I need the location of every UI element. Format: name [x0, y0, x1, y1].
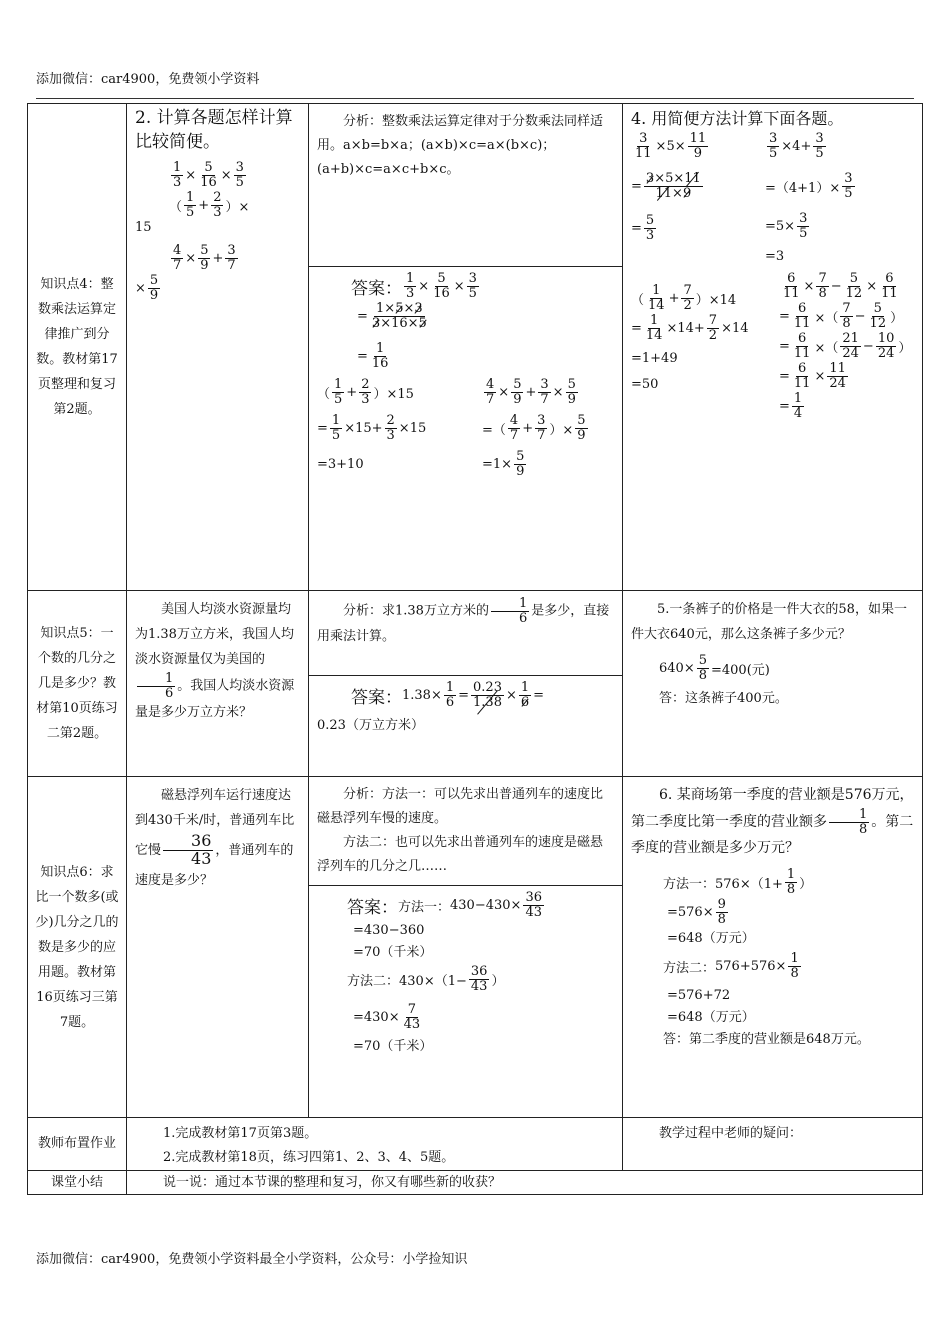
result-wan-2: =648（万元）: [667, 1010, 755, 1026]
lesson-table: [27, 103, 923, 1195]
analysis-method-2: 方法二：也可以先求出普通列车的速度是磁悬浮列车的几分之几……: [317, 835, 604, 874]
homework-item: 2.完成教材第18页，练习四第1、2、3、4、5题。: [163, 1150, 455, 1165]
homework-items: [127, 1118, 623, 1171]
summary-label: 课堂小结: [28, 1171, 127, 1195]
problem-text: 磁悬浮列车运行速度达到430千米/时，普通列车比它慢: [135, 788, 295, 858]
analysis-answer-cell-train: [309, 777, 623, 1118]
problem-text: 美国人均淡水资源量均为1.38万立方米，我国人均淡水资源量仅为美国的: [135, 602, 294, 667]
problem-expressions: $\frac{1}{3}$ × $\frac{5}{16}$ × $\frac{3}{5}$ （ $\frac{1}{5}$ + $\frac{2}{3}$ ）× 15 $\frac{4}{7}$ × $\frac{5}{9}$ + $\frac{3}{7}$ × $\frac{5}{9}$: [135, 159, 250, 303]
method-2-label: 方法二：: [663, 960, 716, 976]
result-km-2: =70（千米）: [353, 1039, 433, 1054]
answer-label: 答案：: [351, 687, 402, 708]
analysis-answer-cell-2: [309, 104, 623, 591]
method-2-label: 方法二：: [347, 973, 400, 989]
problem-text-end: 。我国人均淡水资源量是多少万立方米？: [135, 678, 295, 721]
method-1-label: 方法一：: [663, 876, 716, 892]
answer-label: 答案：: [351, 278, 402, 299]
knowledge-point-5: 知识点5：一个数的几分之几是多少？教材第10页练习二第2题。: [28, 591, 127, 777]
practice-calc-result: =400(元): [711, 662, 770, 678]
problem-cell-2: [127, 104, 309, 591]
answer-label: 答案：: [347, 897, 398, 918]
problem-cell-water: 美国人均淡水资源量均为1.38万立方米，我国人均淡水资源量仅为美国的 $\frac{1}{6}$ 。我国人均淡水资源量是多少万立方米？: [127, 591, 309, 777]
table-row: [28, 777, 923, 1118]
result-wan: =648（万元）: [667, 931, 755, 947]
practice-answer: 答：这条裤子400元。: [659, 691, 788, 706]
analysis-text: 分析：整数乘法运算定律对于分数乘法同样适用。a×b=b×a；(a×b)×c=a×(b×c)；(a+b)×c=a×c+b×c。: [317, 114, 604, 177]
problem-title: 2. 计算各题怎样计算比较简便。: [135, 108, 293, 152]
practice-cell-5: 5.一条裤子的价格是一件大衣的58，如果一件大衣640元，那么这条裤子多少元？ 640× $\frac{5}{8}$ =400(元) 答：这条裤子400元。: [623, 591, 923, 777]
knowledge-point-6: 知识点6：求比一个数多(或少)几分之几的数是多少的应用题。教材第16页练习三第7题。: [28, 777, 127, 1118]
result-km: =70（千米）: [353, 945, 433, 960]
practice-cell-6: 6. 某商场第一季度的营业额是576万元，第二季度比第一季度的营业额多 $\frac{1}{8}$ 。第二季度的营业额是多少万元？ 方法一： 576×（1+ $\frac{1}{8}$ ） =576× $\frac{9}{8}$ =648（万元） 方法二： 576+576× $\frac{1}{8}$ =576+72 =648（万元） 答：第二季度的营业额是648万元。: [623, 777, 923, 1118]
answer-block: 答案： 方法一： 430−430× $\frac{36}{43}$ =430−360 =70（千米） 方法二： 430×（1− $\frac{36}{43}$ ） =430× $\frac{7}{43}$ =70（千米）: [309, 885, 622, 1062]
practice-text: 5.一条裤子的价格是一件大衣的58，如果一件大衣640元，那么这条裤子多少元？: [631, 602, 907, 642]
knowledge-point-4: 知识点4：整数乘法运算定律推广到分数。教材第17页整理和复习第2题。: [28, 104, 127, 591]
table-row: [28, 104, 923, 591]
header-rule: [36, 98, 914, 99]
practice-answer: 答：第二季度的营业额是648万元。: [663, 1032, 870, 1048]
summary-row: [28, 1171, 923, 1195]
analysis-text: 分析：求1.38万立方米的: [343, 603, 489, 619]
summary-text: 说一说：通过本节课的整理和复习，你又有哪些新的收获？: [127, 1171, 923, 1195]
footer-note: 添加微信：car4900，免费领小学资料最全小学资料，公众号：小学捡知识: [36, 1252, 468, 1267]
practice-text-end: 。第二季度的营业额是多少万元？: [631, 814, 914, 857]
answer-block: 答案： 1.38× $\frac{1}{6}$ = $\frac{0.23}{1.38}$ × $\frac{1}{6}$ = 0.23（万立方米）: [309, 675, 622, 737]
analysis-text-end: 是多少，直接用乘法计算。: [317, 603, 610, 645]
practice-title: 4. 用简便方法计算下面各题。: [631, 109, 844, 128]
header-note: 添加微信：car4900，免费领小学资料: [36, 72, 260, 87]
homework-row: [28, 1118, 923, 1171]
homework-label: 教师布置作业: [28, 1118, 127, 1171]
practice-text: 6. 某商场第一季度的营业额是576万元，第二季度比第一季度的营业额多: [631, 787, 914, 831]
answer-unit: 0.23（万立方米）: [317, 718, 424, 733]
problem-cell-train: 磁悬浮列车运行速度达到430千米/时，普通列车比它慢 $\frac{36}{43}$ ，普通列车的速度是多少？: [127, 777, 309, 1118]
analysis-method-1: 分析：方法一：可以先求出普通列车的速度比磁悬浮列车慢的速度。: [317, 787, 604, 826]
teacher-question: 教学过程中老师的疑问：: [623, 1118, 923, 1171]
analysis-answer-cell-water: 分析：求1.38万立方米的 $\frac{1}{6}$ 是多少，直接用乘法计算。 答案： 1.38× $\frac{1}{6}$ = $\frac{0.23}{1.38}$ × $\frac{1}{6}$ = 0.23（万立方米）: [309, 591, 623, 777]
homework-item: 1.完成教材第17页第3题。: [163, 1126, 318, 1141]
practice-calc: 640×: [659, 660, 695, 676]
answer-block: 答案： $\frac{1}{3}$ × $\frac{5}{16}$ × $\frac{3}{5}$ = $\frac{1\times 5\times 3}{3\times 16\times 5}$ = $\frac{1}{16}$ （ $\frac{1}{5}$ + $\frac{2}{3}$ ）×15 = $\frac{1}{5}$ ×15+ $\frac{2}{3}$ ×15 =3+10 $\frac{4}{7}$ × $\frac{5}{9}$ + $\frac{3}{7}$ × $\frac{5}{9}$ =（ $\frac{4}{7}$ + $\frac{3}{7}$ ）× $\frac{5}{9}$ =1× $\frac{5}{9}$: [309, 266, 622, 483]
method-1-label: 方法一：: [398, 899, 451, 915]
problem-text-end: ，普通列车的速度是多少？: [135, 842, 294, 888]
table-row: [28, 591, 923, 777]
practice-cell-4: 4. 用简便方法计算下面各题。 $\frac{3}{11}$ ×5× $\frac{11}{9}$ = $\frac{3\times 5\times 11}{11\times 9}$ = $\frac{5}{3}$ （ $\frac{1}{14}$ + $\frac{7}{2}$ ）×14 = $\frac{1}{14}$ ×14+ $\frac{7}{2}$ ×14 =1+49 =50 $\frac{3}{5}$ ×4+ $\frac{3}{5}$ =（4+1）× $\frac{3}{5}$ =5× $\frac{3}{5}$ =3 $\frac{6}{11}$ × $\frac{7}{8}$ − $\frac{5}{12}$ × $\frac{6}{11}$ = $\frac{6}{11}$ ×（ $\frac{7}{8}$ − $\frac{5}{12}$ ） = $\frac{6}{11}$ ×（ $\frac{21}{24}$ − $\frac{10}{24}$ ） = $\frac{6}{11}$ × $\frac{11}{24}$ = $\frac{1}{4}$: [623, 104, 923, 591]
